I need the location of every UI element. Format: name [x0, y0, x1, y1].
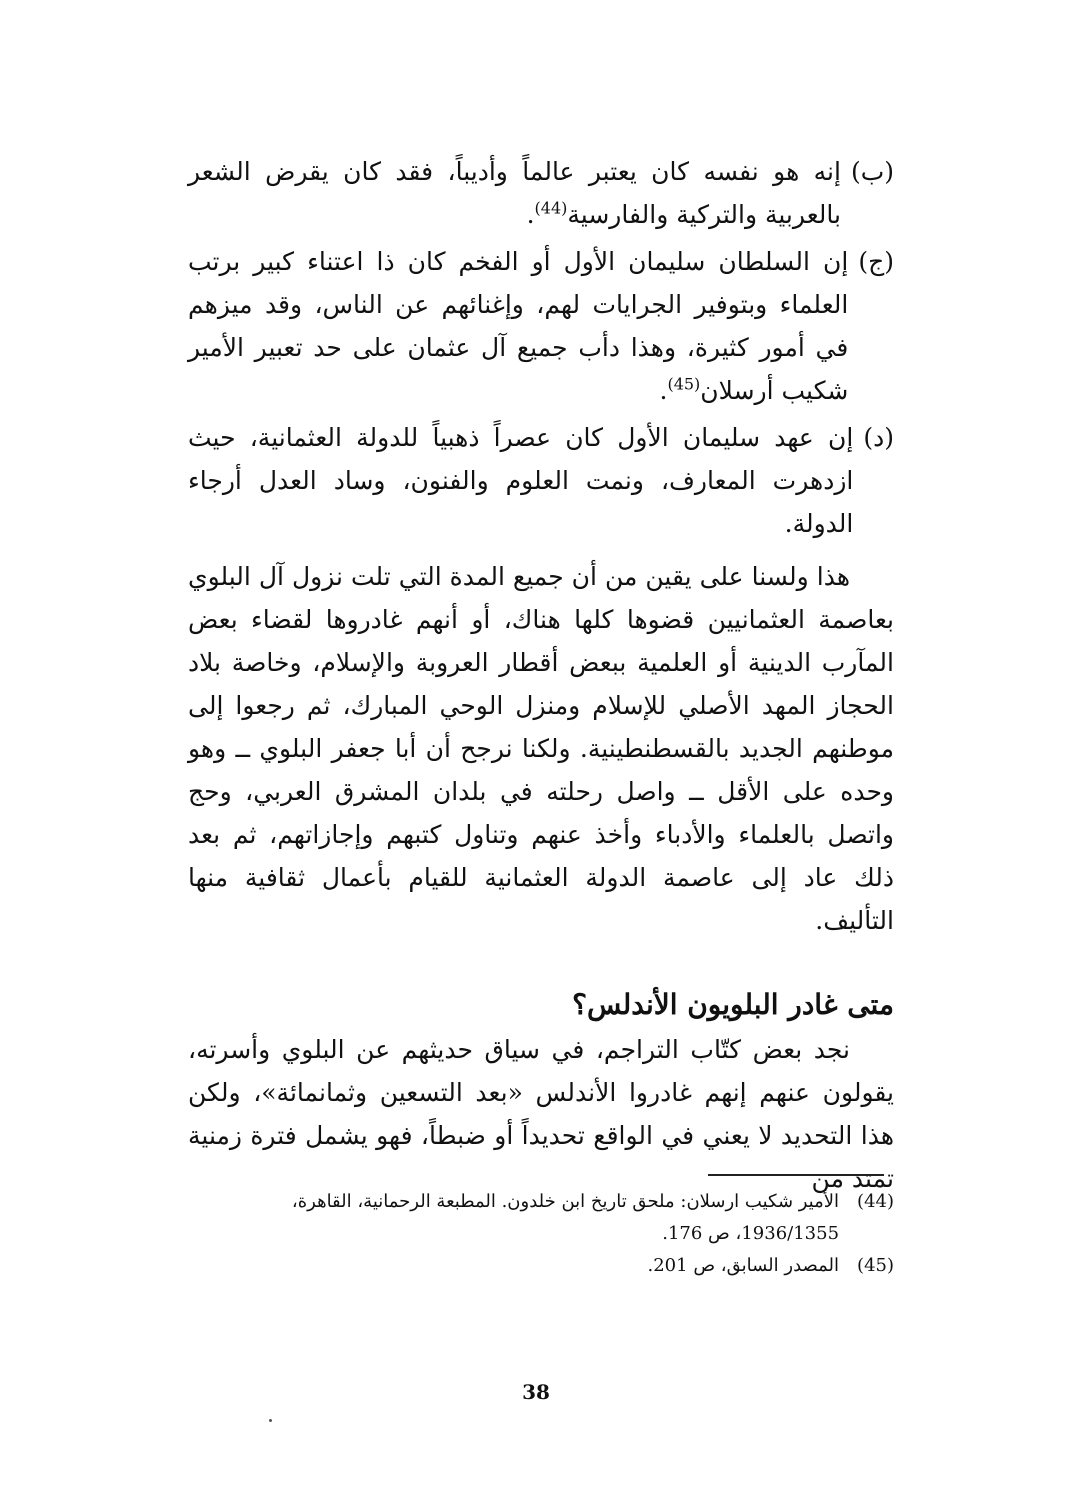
section-heading: متى غادر البلويون الأندلس؟ — [572, 988, 894, 1021]
item-text: إن السلطان سليمان الأول أو الفخم كان ذا اعتناء كبير برتب العلماء وبتوفير الجرايات لهم، وإغنائهم عن الناس، وقد ميزهم في أمور كثيرة، وهذا دأب جميع آل عثمان على حد تعبير الأمير شكيب أرسلان — [188, 247, 849, 405]
scan-speck — [269, 1419, 272, 1422]
body-paragraph: هذا ولسنا على يقين من أن جميع المدة التي تلت نزول آل البلوي بعاصمة العثمانيين قضوها كلها هناك، أو أنهم غادروها لقضاء بعض المآرب الدينية أو العلمية ببعض أقطار العروبة والإسلام، وخاصة بلاد الحجاز المهد الأصلي للإسلام ومنزل الوحي المبارك، ثم رجعوا إلى موطنهم الجديد بالقسطنطينية. ولكنا نرجح أن أبا جعفر البلوي ــ وهو وحده على الأقل ــ واصل رحلته في بلدان المشرق العربي، وحج واتصل بالعلماء والأدباء وأخذ عنهم وتناول كتبهم وإجازاتهم، ثم بعد ذلك عاد إلى عاصمة الدولة العثمانية للقيام بأعمال ثقافية منها التأليف. — [188, 562, 894, 935]
list-item-d — [188, 416, 894, 545]
footnote-44 — [188, 1186, 894, 1250]
footnotes — [188, 1186, 894, 1282]
footnote-text: المصدر السابق، ص 201. — [647, 1255, 840, 1276]
item-marker: (ب) — [850, 157, 894, 186]
footnote-ref-45[interactable]: (45) — [667, 374, 701, 394]
list-item-j — [188, 240, 894, 412]
item-text: إنه هو نفسه كان يعتبر عالماً وأديباً، فقد كان يقرض الشعر بالعربية والتركية والفارسية — [188, 157, 841, 229]
footnote-text: الأمير شكيب ارسلان: ملحق تاريخ ابن خلدون. المطبعة الرحمانية، القاهرة، 1936/1355، ص 176. — [291, 1191, 840, 1244]
item-marker: (د) — [863, 423, 894, 452]
item-end: . — [659, 376, 668, 405]
page-body — [188, 150, 894, 1200]
footnote-45 — [188, 1250, 894, 1282]
body-paragraph-2: نجد بعض كتّاب التراجم، في سياق حديثهم عن البلوي وأسرته، يقولون عنهم إنهم غادروا الأندلس «بعد التسعين وثمانمائة»، ولكن هذا التحديد لا يعني في الواقع تحديداً أو ضبطاً، فهو يشمل فترة زمنية تمتد من — [188, 1035, 894, 1193]
page-number: 38 — [522, 1380, 550, 1404]
list-item-b — [188, 150, 894, 236]
item-marker: (ج) — [858, 247, 894, 276]
item-text: إن عهد سليمان الأول كان عصراً ذهبياً للدولة العثمانية، حيث ازدهرت المعارف، ونمت العلوم والفنون، وساد العدل أرجاء الدولة. — [188, 423, 854, 538]
item-end: . — [526, 200, 535, 229]
footnote-ref-44[interactable]: (44) — [534, 198, 568, 218]
footnote-number: (44) — [857, 1191, 894, 1212]
footnote-number: (45) — [857, 1255, 894, 1276]
footnote-divider — [708, 1174, 884, 1176]
